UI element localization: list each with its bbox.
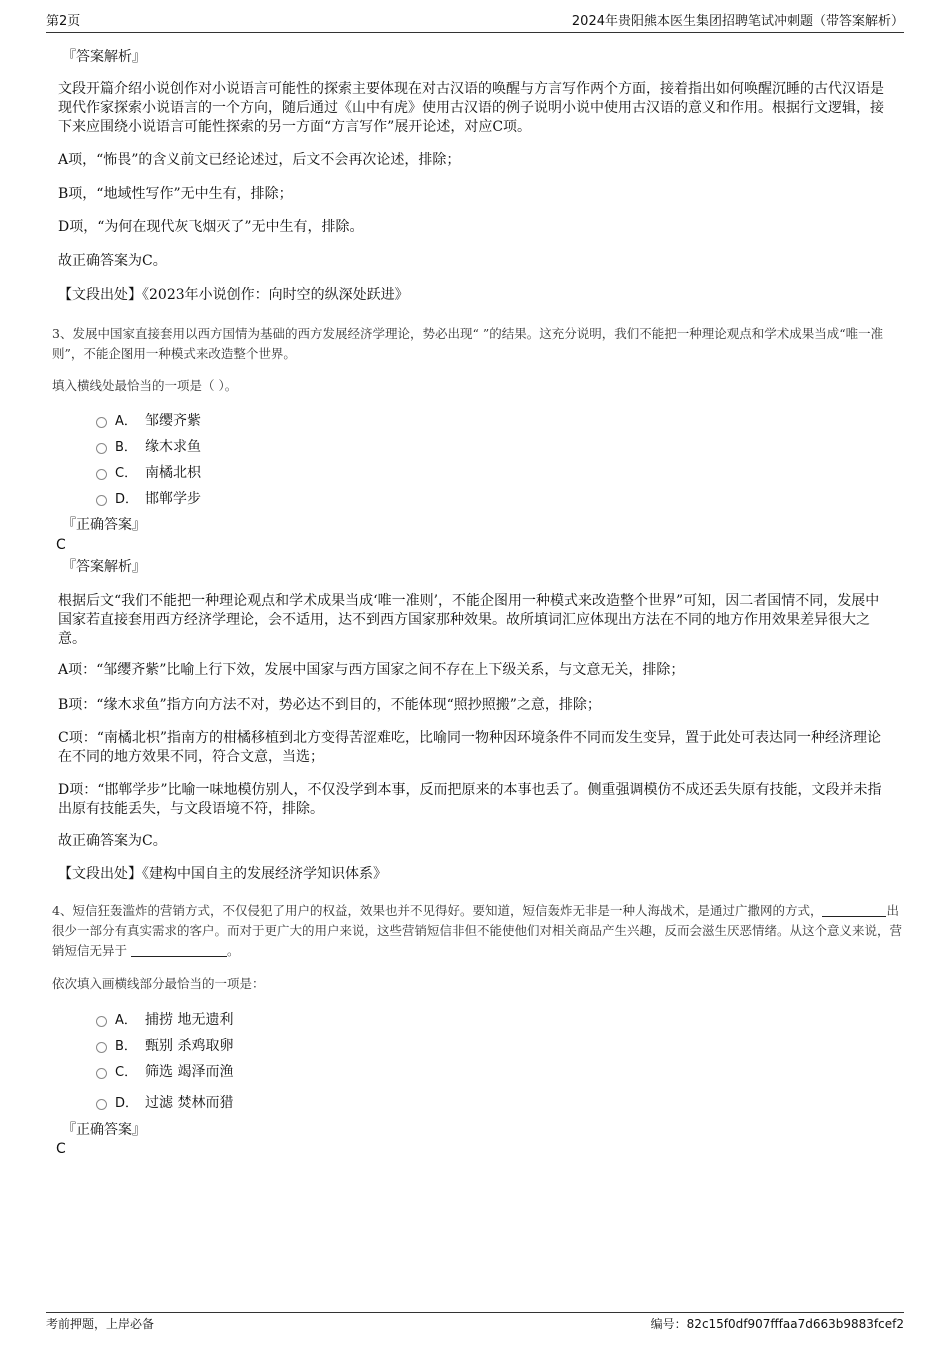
q3-prompt: 填入横线处最恰当的一项是（ ）。: [52, 378, 238, 393]
document-title: 2024年贵阳熊本医生集团招聘笔试冲刺题（带答案解析）: [571, 14, 904, 29]
q4-option-b[interactable]: B． 甄别 杀鸡取卵: [96, 1037, 233, 1056]
q4-blank-2: [131, 944, 227, 957]
q3-option-d-analysis: D项：“邯郸学步”比喻一味地模仿别人，不仅没学到本事，反而把原来的本事也丢了。侧重强调模仿不成还丢失原有技能，文段并未指出原有技能丢失，与文段语境不符，排除。: [58, 782, 882, 817]
radio-icon[interactable]: [96, 443, 107, 454]
q2-conclusion: 故正确答案为C。: [58, 253, 167, 269]
page-header: [46, 14, 904, 33]
radio-icon[interactable]: [96, 1068, 107, 1079]
q3-option-b[interactable]: B． 缘木求鱼: [96, 438, 201, 457]
q2-analysis-label: 『答案解析』: [62, 49, 146, 65]
q2-option-d-analysis: D项，“为何在现代灰飞烟灭了”无中生有，排除。: [58, 219, 364, 235]
q4-blank-1: [822, 904, 886, 917]
radio-icon[interactable]: [96, 469, 107, 480]
radio-icon[interactable]: [96, 1042, 107, 1053]
q2-option-a-analysis: A项，“怖畏”的含义前文已经论述过，后文不会再次论述，排除；: [58, 152, 461, 168]
footer-slogan: 考前押题，上岸必备: [46, 1317, 155, 1331]
q3-option-c-analysis: C项：“南橘北枳”指南方的柑橘移植到北方变得苦涩难吃，比喻同一物种因环境条件不同而发生变异，置于此处可表达同一种经济理论在不同的地方效果不同，符合文意，当选；: [58, 730, 882, 765]
radio-icon[interactable]: [96, 1016, 107, 1027]
q3-option-c[interactable]: C． 南橘北枳: [96, 464, 201, 483]
q3-option-a[interactable]: A． 邹缨齐紫: [96, 412, 201, 431]
q4-option-d[interactable]: D． 过滤 焚林而猎: [96, 1094, 233, 1113]
q3-option-a-analysis: A项：“邹缨齐紫”比喻上行下效，发展中国家与西方国家之间不存在上下级关系，与文意无关，排除；: [58, 662, 685, 678]
q3-option-d[interactable]: D． 邯郸学步: [96, 490, 201, 509]
q3-analysis-label: 『答案解析』: [62, 559, 146, 575]
page-number: 第2页: [46, 14, 81, 29]
q3-source: 【文段出处】《建构中国自主的发展经济学知识体系》: [58, 866, 387, 882]
q3-analysis-paragraph: 根据后文“我们不能把一种理论观点和学术成果当成‘唯一准则’，不能企图用一种模式来改造整个世界”可知，因二者国情不同，发展中国家若直接套用西方经济学理论，会不适用，达不到西方国家那种效果。故所填词汇应体现出方法在不同的地方作用效果差异很大之意。: [58, 593, 880, 647]
page-footer: [46, 1312, 904, 1331]
q2-analysis-paragraph: 文段开篇介绍小说创作对小说语言可能性的探索主要体现在对古汉语的唤醒与方言写作两个方面，接着指出如何唤醒沉睡的古代汉语是现代作家探索小说语言的一个方向，随后通过《山中有虎》使用古汉语的例子说明小说中使用古汉语的意义和作用。根据行文逻辑，接下来应围绕小说语言可能性探索的另一方面“方言写作”展开论述，对应C项。: [58, 81, 884, 135]
q3-conclusion: 故正确答案为C。: [58, 833, 167, 849]
q3-correct-answer: C: [56, 537, 66, 553]
q4-correct-answer: C: [56, 1141, 66, 1157]
q4-option-c[interactable]: C． 筛选 竭泽而渔: [96, 1063, 233, 1082]
q4-prompt: 依次填入画横线部分最恰当的一项是：: [52, 976, 265, 991]
radio-icon[interactable]: [96, 417, 107, 428]
q3-correct-label: 『正确答案』: [62, 517, 146, 533]
q2-option-b-analysis: B项，“地域性写作”无中生有，排除；: [58, 186, 293, 202]
q4-correct-label: 『正确答案』: [62, 1122, 146, 1138]
document-code: 编号：82c15f0df907fffaa7d663b9883fcef2: [650, 1317, 904, 1331]
radio-icon[interactable]: [96, 1099, 107, 1110]
q4-question: 4、短信狂轰滥炸的营销方式，不仅侵犯了用户的权益，效果也并不见得好。要知道，短信轰炸无非是一种人海战术，是通过广撒网的方式， 出很少一部分有真实需求的客户。而对于更广大的用户来说，这些营销短信非但不能使他们对相关商品产生兴趣，反而会滋生厌恶情绪。从这个意义来说，营销短信无异于 。: [52, 903, 903, 958]
q3-option-b-analysis: B项：“缘木求鱼”指方向方法不对，势必达不到目的，不能体现“照抄照搬”之意，排除；: [58, 697, 601, 713]
q4-option-a[interactable]: A． 捕捞 地无遗利: [96, 1011, 233, 1030]
radio-icon[interactable]: [96, 495, 107, 506]
q2-source: 【文段出处】《2023年小说创作：向时空的纵深处跃进》: [58, 287, 409, 303]
q3-question: 3、发展中国家直接套用以西方国情为基础的西方发展经济学理论，势必出现“ ”的结果。这充分说明，我们不能把一种理论观点和学术成果当成“唯一准则”，不能企图用一种模式来改造整个世界。: [52, 326, 884, 361]
